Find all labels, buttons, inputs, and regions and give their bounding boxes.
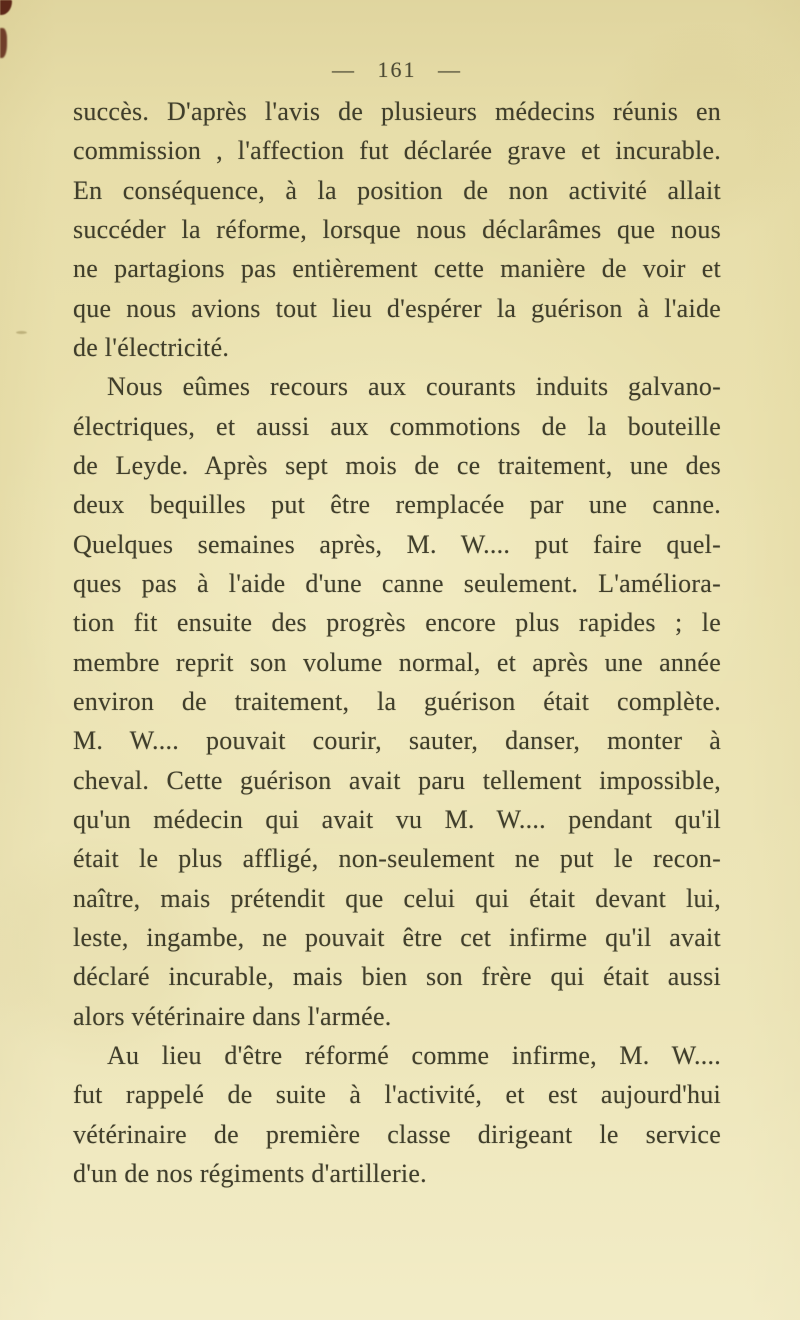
page-number: — 161 — (332, 57, 462, 82)
page-text (73, 92, 721, 1193)
text-line: environ de traitement, la guérison était complète. (73, 686, 721, 716)
scan-mark-top-left (0, 0, 12, 15)
text-line: de l'électricité. (73, 332, 230, 362)
text-line: était le plus affligé, non-seulement ne put le recon- (73, 844, 721, 874)
text-line: que nous avions tout lieu d'espérer la guérison à l'aide (73, 293, 721, 323)
text-line: tion fit ensuite des progrès encore plus rapides ; le (73, 608, 721, 638)
paper-speck (16, 331, 27, 334)
text-line: d'un de nos régiments d'artillerie. (73, 1158, 427, 1188)
text-line: membre reprit son volume normal, et après une année (73, 647, 721, 677)
text-line: M. W.... pouvait courir, sauter, danser, monter à (73, 726, 721, 756)
text-line: de Leyde. Après sept mois de ce traitement, une des (73, 450, 721, 480)
text-line: deux bequilles put être remplacée par une canne. (73, 490, 721, 520)
text-line: En conséquence, à la position de non activité allait (73, 175, 721, 205)
text-line: alors vétérinaire dans l'armée. (73, 1001, 392, 1031)
text-line: déclaré incurable, mais bien son frère qui était aussi (73, 962, 721, 992)
text-line: fut rappelé de suite à l'activité, et est aujourd'hui (73, 1080, 721, 1110)
text-line: commission , l'affection fut déclarée grave et incurable. (73, 136, 721, 166)
text-line: naître, mais prétendit que celui qui était devant lui, (73, 883, 721, 913)
text-line: cheval. Cette guérison avait paru tellement impossible, (73, 765, 721, 795)
scan-mark-left-edge (0, 28, 7, 58)
text-line: Nous eûmes recours aux courants induits galvano- (107, 372, 721, 402)
text-line: ne partagions pas entièrement cette manière de voir et (73, 254, 721, 284)
text-line: succéder la réforme, lorsque nous déclarâmes que nous (73, 214, 721, 244)
text-line: Au lieu d'être réformé comme infirme, M. W.... (107, 1040, 721, 1070)
text-line: qu'un médecin qui avait vu M. W.... pendant qu'il (73, 804, 721, 834)
text-line: Quelques semaines après, M. W.... put faire quel- (73, 529, 721, 559)
text-line: leste, ingambe, ne pouvait être cet infirme qu'il avait (73, 922, 721, 952)
text-line: succès. D'après l'avis de plusieurs médecins réunis en (73, 97, 721, 126)
text-line: électriques, et aussi aux commotions de la bouteille (73, 411, 721, 441)
text-line: ques pas à l'aide d'une canne seulement. L'améliora- (73, 568, 721, 598)
text-line: vétérinaire de première classe dirigeant le service (73, 1119, 721, 1149)
